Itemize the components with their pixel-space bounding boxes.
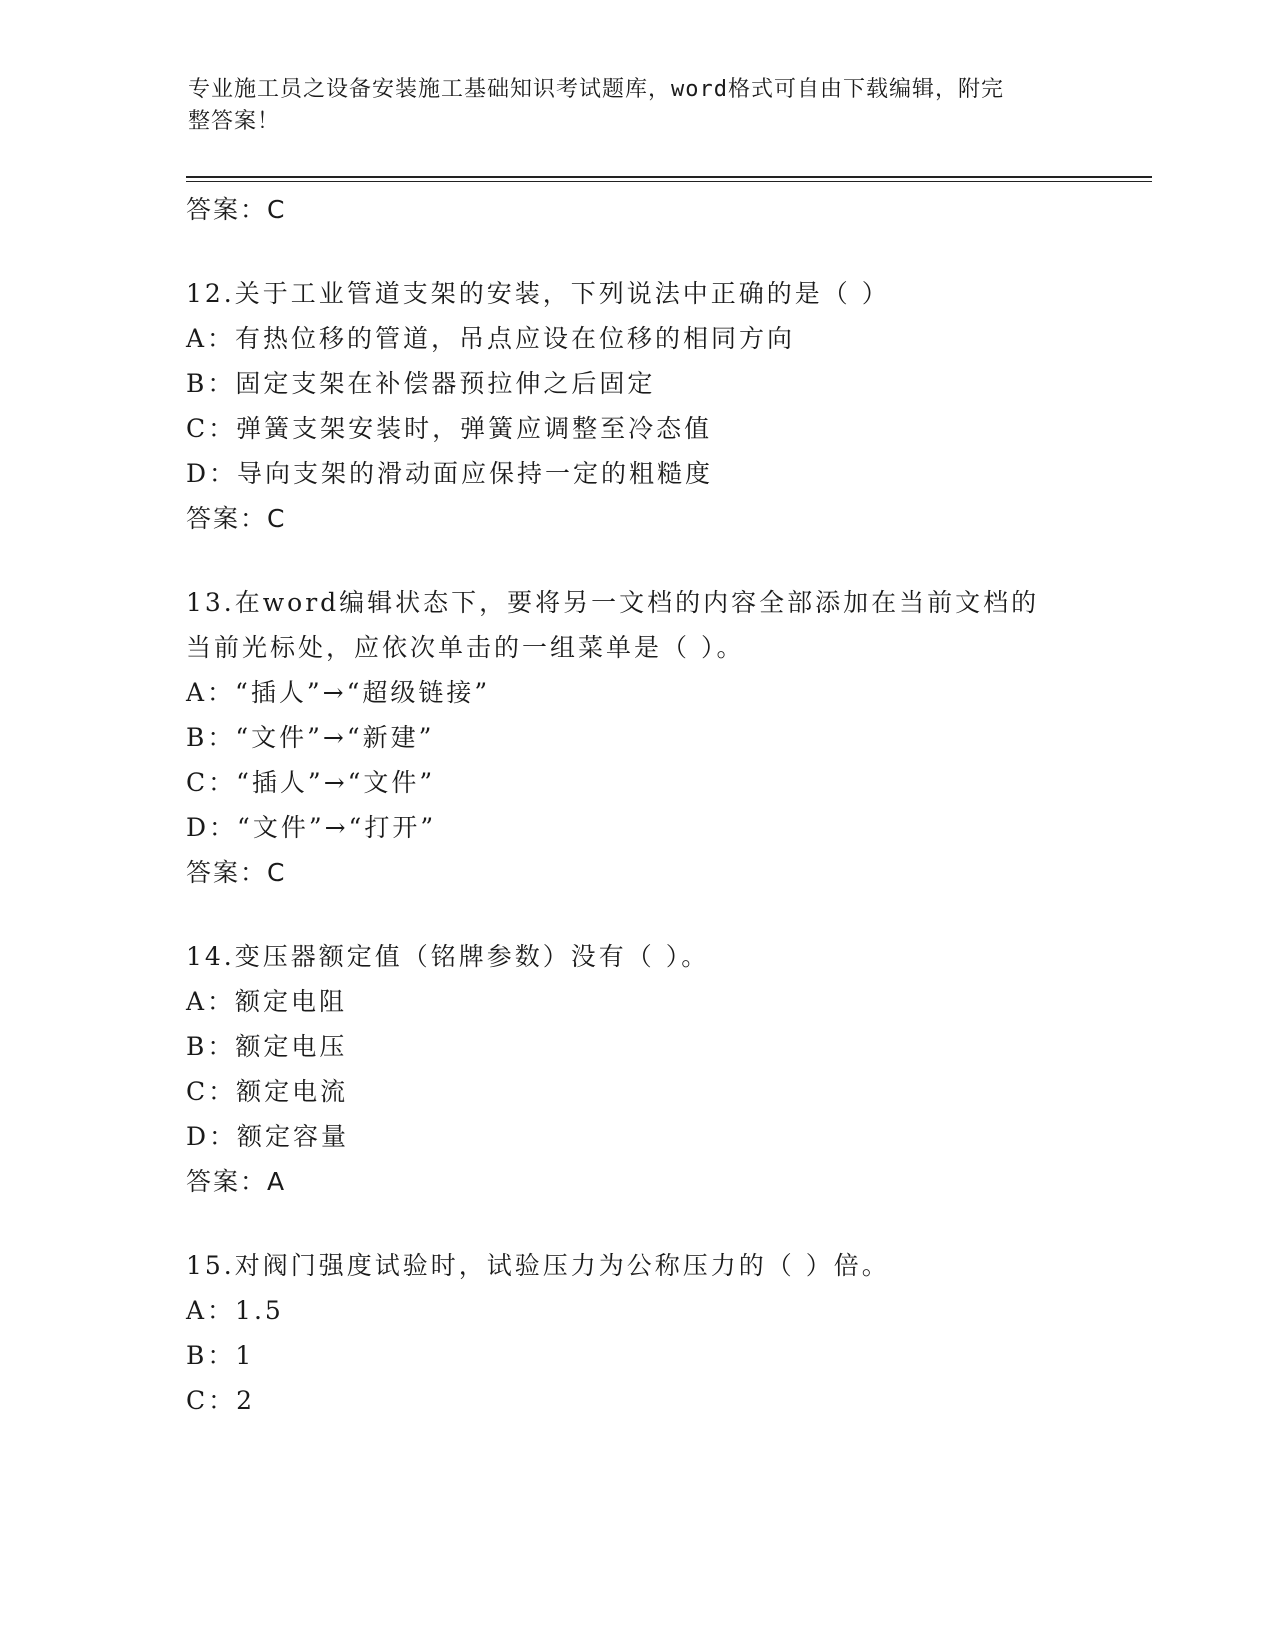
answer-12: 答案：C (186, 504, 287, 533)
option-a: A：“插人”→“超级链接” (186, 678, 491, 707)
option-a: A：额定电阻 (186, 987, 348, 1016)
answer-11: 答案：C (186, 195, 287, 224)
option-d: D：额定容量 (186, 1122, 350, 1151)
option-a: A：有热位移的管道，吊点应设在位移的相同方向 (186, 324, 796, 353)
option-c: C：弹簧支架安装时，弹簧应调整至冷态值 (186, 414, 713, 443)
question-15 (186, 1243, 1146, 1423)
question-stem-line-2: 当前光标处，应依次单击的一组菜单是（ ）。 (186, 633, 745, 662)
question-14 (186, 934, 1146, 1205)
answer-13: 答案：C (186, 858, 287, 887)
answer-14: 答案：A (186, 1167, 287, 1196)
header-line-2: 整答案！ (188, 109, 281, 134)
option-b: B：“文件”→“新建” (186, 723, 435, 752)
question-stem-line-1: 13.在word编辑状态下，要将另一文档的内容全部添加在当前文档的 (186, 588, 1040, 617)
question-stem: 15.对阀门强度试验时，试验压力为公称压力的（ ）倍。 (186, 1251, 890, 1280)
option-c: C：2 (186, 1386, 256, 1415)
header-divider-thin (186, 181, 1152, 182)
question-list (186, 187, 1146, 1423)
option-b: B：额定电压 (186, 1032, 348, 1061)
option-b: B：固定支架在补偿器预拉伸之后固定 (186, 369, 656, 398)
option-d: D：导向支架的滑动面应保持一定的粗糙度 (186, 459, 714, 488)
document-header (188, 74, 1068, 138)
question-12 (186, 271, 1146, 542)
option-c: C：“插人”→“文件” (186, 768, 436, 797)
option-c: C：额定电流 (186, 1077, 349, 1106)
header-line-1: 专业施工员之设备安装施工基础知识考试题库，word格式可自由下载编辑，附完 (188, 77, 1004, 102)
header-divider-thick (186, 176, 1152, 178)
option-d: D：“文件”→“打开” (186, 813, 437, 842)
question-stem: 14.变压器额定值（铭牌参数）没有（ ）。 (186, 942, 710, 971)
question-13 (186, 580, 1146, 896)
option-a: A：1.5 (186, 1296, 284, 1325)
question-stem: 12.关于工业管道支架的安装，下列说法中正确的是（ ） (186, 279, 890, 308)
option-b: B：1 (186, 1341, 255, 1370)
